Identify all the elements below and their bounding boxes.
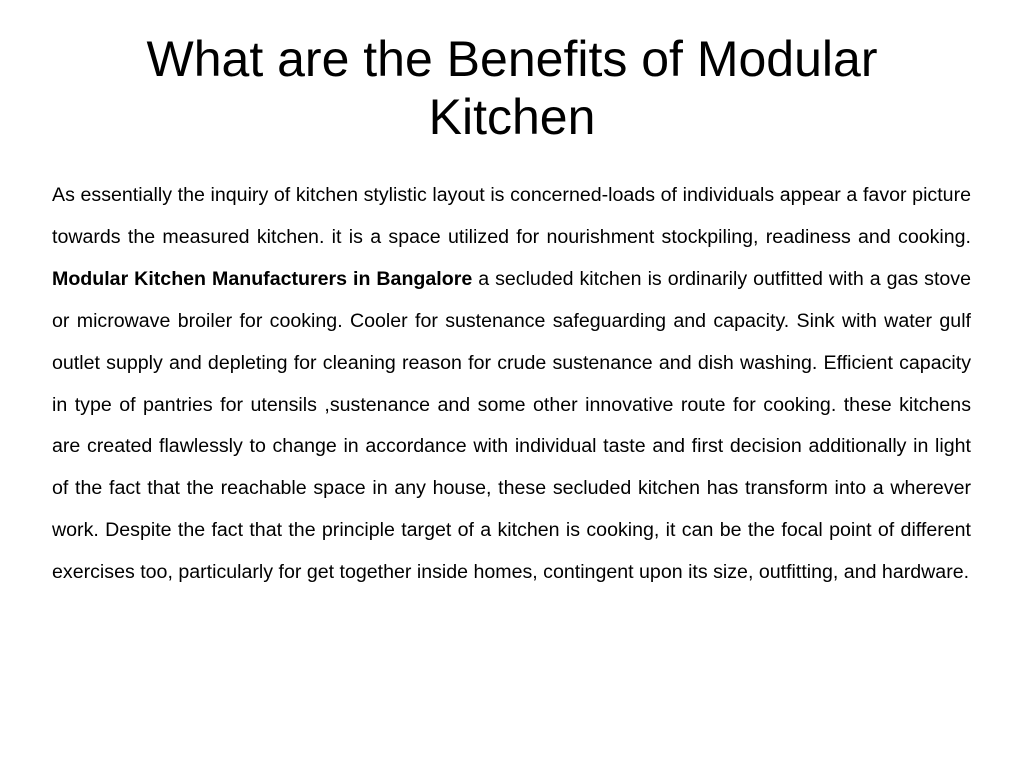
paragraph-intro: As essentially the inquiry of kitchen stylistic layout is concerned-loads of individuals appear a favor picture towards the measured kitchen. it is a space utilized for nourishment stockpiling, readiness and cooking. — [52, 184, 971, 248]
paragraph-highlight: Modular Kitchen Manufacturers in Bangalore — [52, 267, 473, 290]
slide-title: What are the Benefits of Modular Kitchen — [146, 31, 878, 145]
paragraph-rest: a secluded kitchen is ordinarily outfitted with a gas stove or microwave broiler for cooking. Cooler for sustenance safeguarding and capacity. Sink with water gulf outlet supply and depleting for cleaning reason for crude sustenance and dish washing. Efficient capacity in type of pantries for utensils ,sustenance and some other innovative route for cooking. these kitchens are created flawlessly to change in accordance with individual taste and first decision additionally in light of the fact that the reachable space in any house, these secluded kitchen has transform into a wherever work. Despite the fact that the principle target of a kitchen is cooking, it can be the focal point of different exercises too, particularly for get together inside homes, contingent upon its size, outfitting, and hardware. — [52, 267, 971, 584]
slide-body-paragraph — [52, 175, 971, 594]
